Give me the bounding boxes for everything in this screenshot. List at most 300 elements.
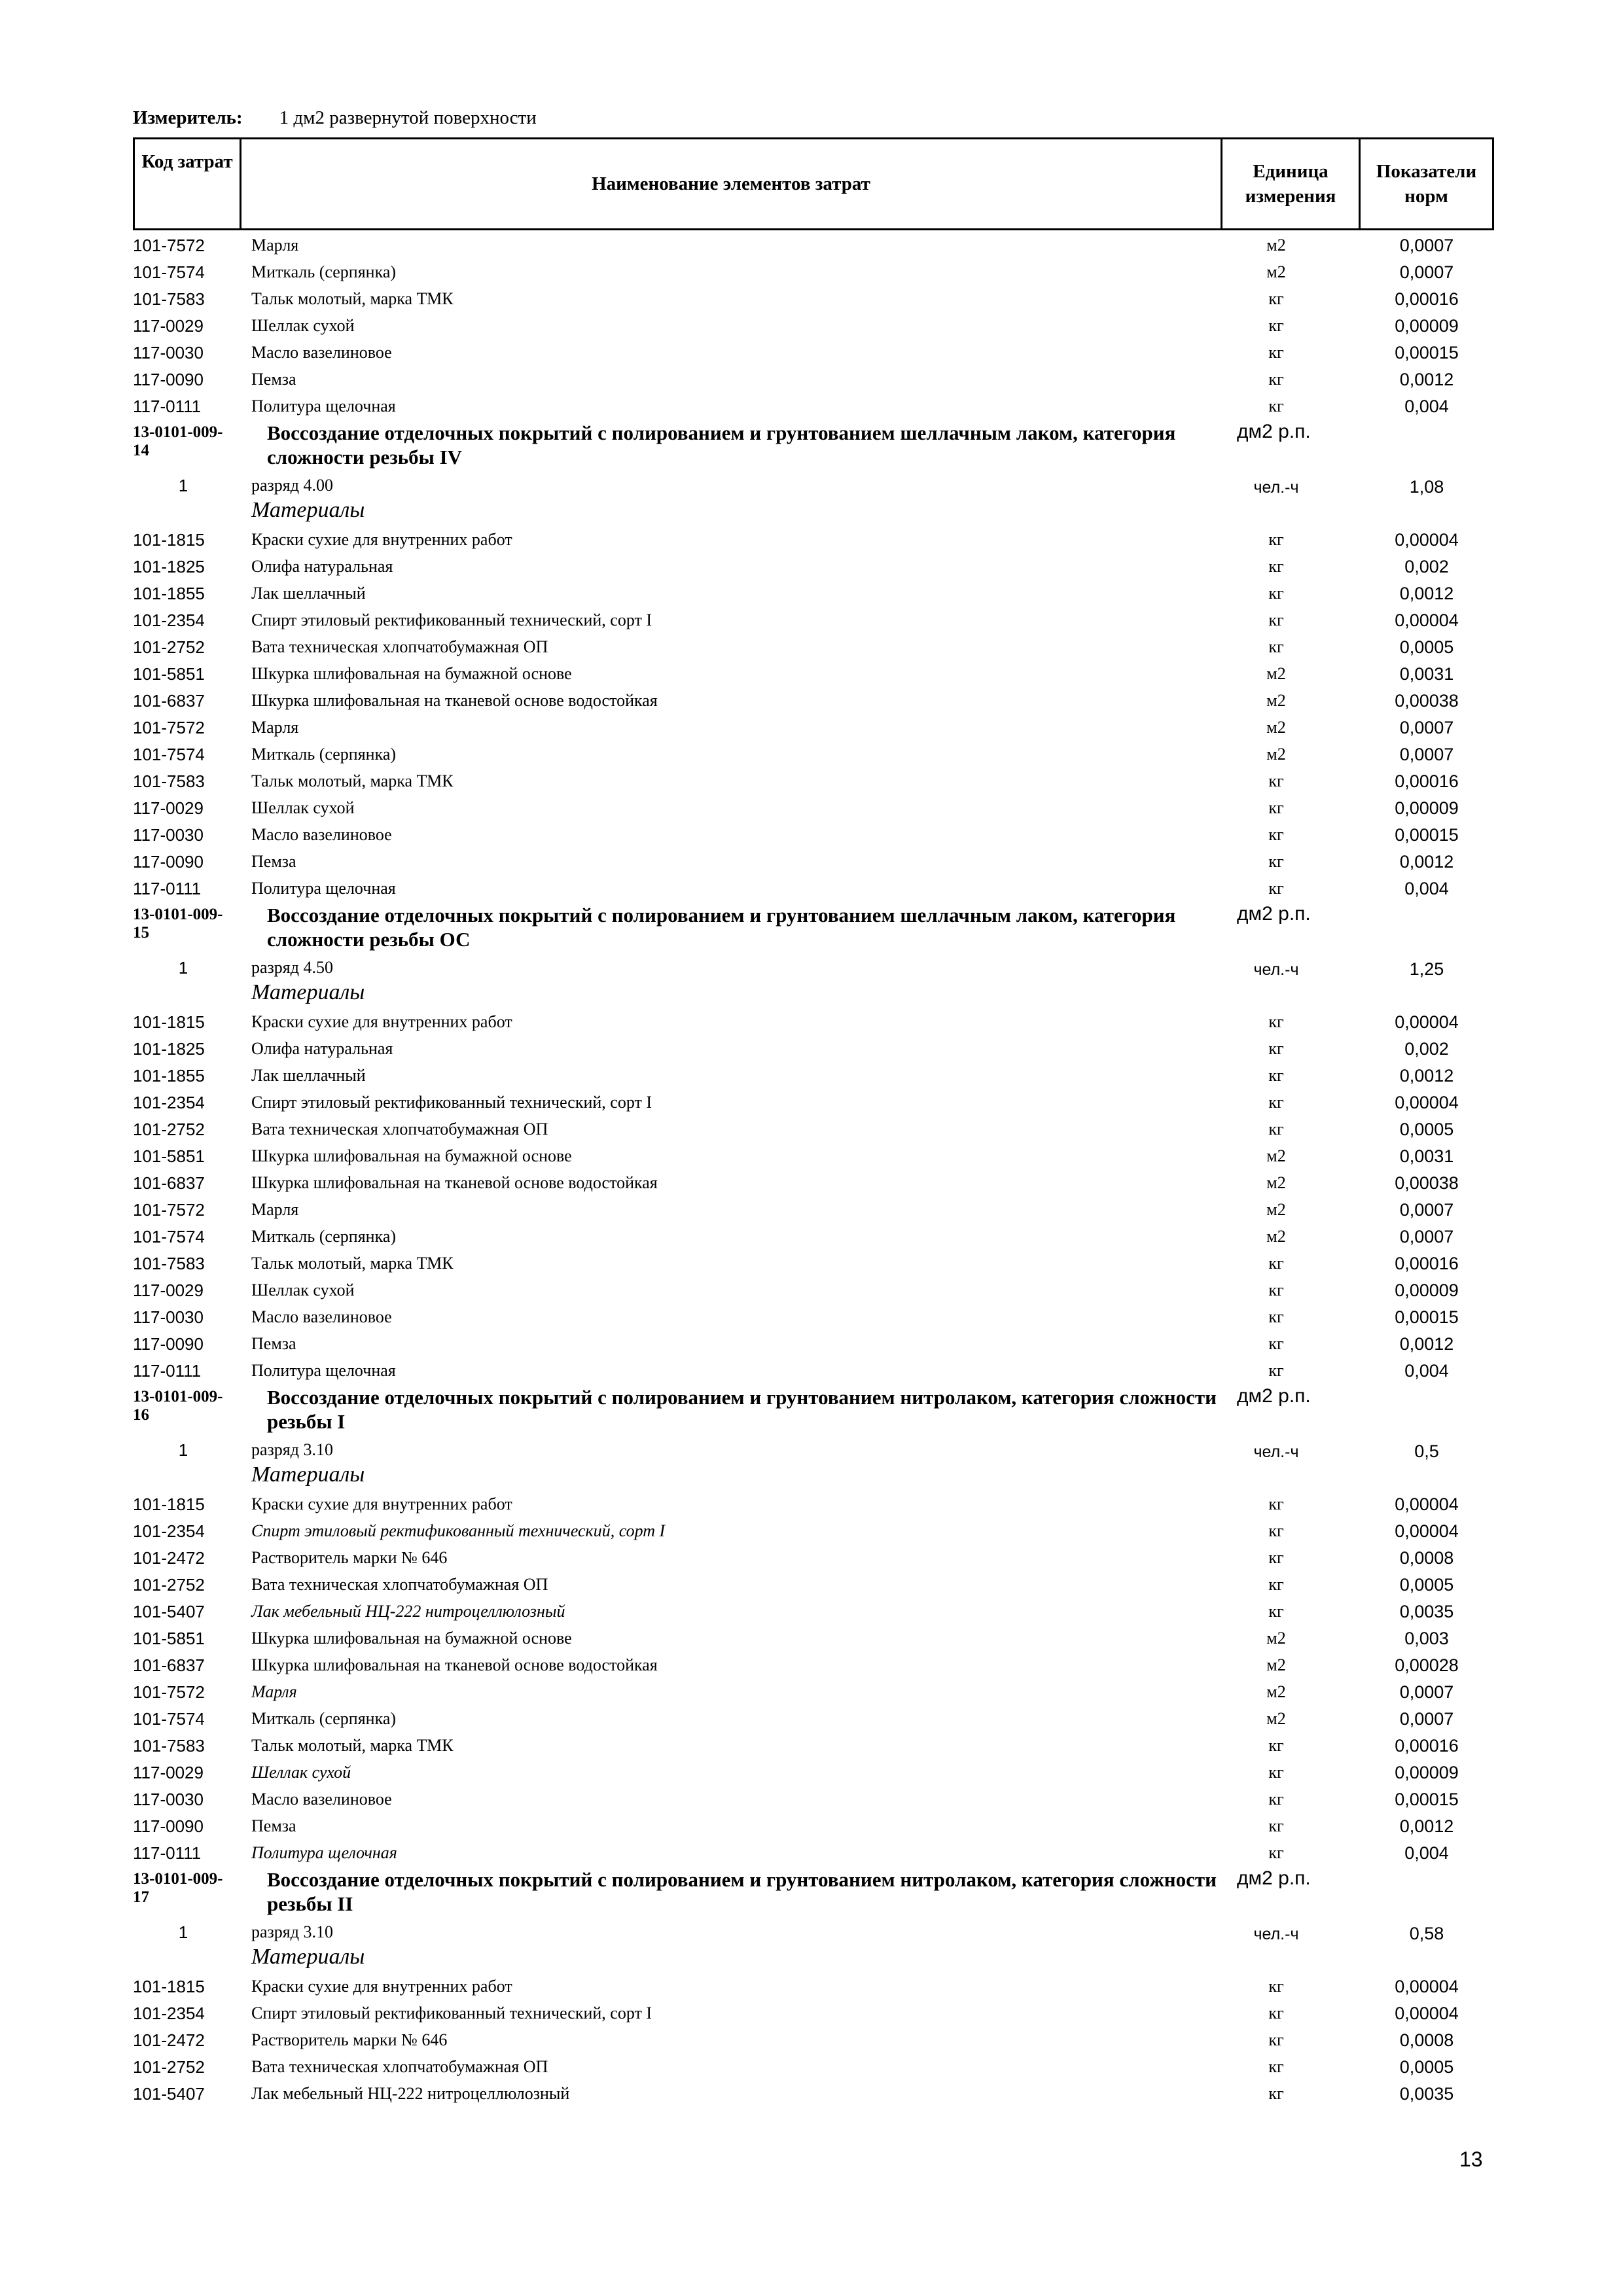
cost-code: 117-0030 [133, 825, 204, 845]
element-name: Масло вазелиновое [251, 1307, 392, 1326]
unit-of-measure: дм2 р.п. [1237, 1385, 1311, 1407]
meter-label: Измеритель: [133, 107, 243, 128]
norm-value: 0,00004 [1395, 530, 1459, 550]
norm-value: 0,0007 [1399, 262, 1454, 282]
norm-value: 0,0005 [1399, 1120, 1454, 1139]
element-name: Миткаль (серпянка) [251, 262, 397, 281]
cost-code: 101-1855 [133, 584, 205, 603]
table-row [0, 1275, 1623, 1302]
table-row [0, 1971, 1623, 1998]
cost-code: 101-7583 [133, 1254, 205, 1273]
table-row [0, 1195, 1623, 1222]
cost-code: 117-0030 [133, 343, 204, 362]
element-name: Политура щелочная [251, 879, 396, 898]
unit-of-measure: чел.-ч [1253, 961, 1299, 979]
unit-of-measure: м2 [1266, 718, 1286, 737]
measure-unit-line [133, 107, 537, 129]
element-name: Спирт этиловый ректификованный технический, сорт I [251, 1521, 666, 1540]
cost-code: 101-2752 [133, 2057, 205, 2077]
cost-code: 117-0030 [133, 1307, 204, 1327]
norm-value: 0,0005 [1399, 2057, 1454, 2077]
element-name: Тальк молотый, марка ТМК [251, 1254, 454, 1273]
norm-value: 0,5 [1414, 1441, 1439, 1461]
norm-value: 0,0007 [1399, 718, 1454, 737]
norm-value: 0,00009 [1395, 1280, 1459, 1300]
unit-of-measure: кг [1268, 289, 1284, 308]
table-row [0, 1784, 1623, 1811]
norm-value: 0,00016 [1395, 289, 1459, 309]
unit-of-measure: м2 [1266, 1200, 1286, 1219]
table-row [0, 1998, 1623, 2025]
cost-code: 117-0111 [133, 1361, 202, 1381]
unit-of-measure: м2 [1266, 691, 1286, 710]
norm-value: 0,003 [1404, 1629, 1449, 1648]
unit-of-measure: кг [1268, 2004, 1284, 2022]
element-name: Марля [251, 1200, 299, 1219]
table-row [0, 1757, 1623, 1784]
labor-rank-row [0, 1432, 1623, 1462]
unit-of-measure: м2 [1266, 262, 1286, 281]
norm-value: 0,0007 [1399, 236, 1454, 255]
cost-code: 101-6837 [133, 691, 205, 711]
unit-of-measure: кг [1268, 1736, 1284, 1755]
table-row [0, 1489, 1623, 1516]
norm-value: 0,004 [1404, 1843, 1449, 1863]
cost-code: 101-5407 [133, 2084, 205, 2104]
unit-of-measure: кг [1268, 397, 1284, 415]
work-row [0, 900, 1623, 950]
table-row [0, 1704, 1623, 1731]
element-name: Спирт этиловый ректификованный технический, сорт I [251, 1093, 652, 1112]
work-row [0, 418, 1623, 468]
element-name: Тальк молотый, марка ТМК [251, 289, 454, 308]
unit-of-measure: чел.-ч [1253, 1925, 1299, 1943]
norm-value: 0,002 [1404, 557, 1449, 576]
element-name: Масло вазелиновое [251, 1790, 392, 1809]
element-name: Пемза [251, 1334, 296, 1353]
table-row [0, 257, 1623, 284]
norm-value: 0,0012 [1399, 370, 1454, 389]
element-name: Олифа натуральная [251, 1039, 393, 1058]
norm-value: 0,00004 [1395, 1494, 1459, 1514]
element-name: Олифа натуральная [251, 557, 393, 576]
cost-code: 117-0029 [133, 1280, 204, 1300]
element-name: Политура щелочная [251, 1843, 397, 1862]
element-name: Тальк молотый, марка ТМК [251, 771, 454, 790]
norm-value: 0,0012 [1399, 584, 1454, 603]
unit-of-measure: кг [1268, 1521, 1284, 1540]
table-row [0, 739, 1623, 766]
unit-of-measure: м2 [1266, 664, 1286, 683]
element-name: Политура щелочная [251, 1361, 396, 1380]
element-name: Шкурка шлифовальная на бумажной основе [251, 1146, 572, 1165]
cost-code: 101-5407 [133, 1602, 205, 1621]
work-row [0, 1865, 1623, 1915]
unit-of-measure: кг [1268, 1039, 1284, 1058]
table-row [0, 1007, 1623, 1034]
cost-code: 101-2752 [133, 1120, 205, 1139]
unit-of-measure: кг [1268, 1012, 1284, 1031]
unit-of-measure: кг [1268, 557, 1284, 576]
norm-value: 0,00015 [1395, 343, 1459, 362]
unit-of-measure: кг [1268, 1254, 1284, 1273]
cost-code: 117-0111 [133, 397, 202, 416]
table-row [0, 1302, 1623, 1329]
unit-of-measure: кг [1268, 1977, 1284, 1996]
cost-code: 13-0101-009-15 [133, 906, 223, 942]
unit-of-measure: кг [1268, 1093, 1284, 1112]
table-row [0, 820, 1623, 847]
cost-code: 101-1825 [133, 557, 205, 576]
element-name: Марля [251, 236, 299, 255]
cost-code: 101-6837 [133, 1173, 205, 1193]
norm-value: 0,00004 [1395, 1012, 1459, 1032]
table-row [0, 686, 1623, 713]
element-name: Лак шеллачный [251, 584, 366, 603]
table-row [0, 1731, 1623, 1757]
cost-code: 101-2354 [133, 610, 205, 630]
meter-value: 1 дм2 развернутой поверхности [279, 107, 537, 128]
cost-code: 101-2752 [133, 1575, 205, 1595]
cost-code: 101-7574 [133, 262, 205, 282]
element-name: Шеллак сухой [251, 1280, 355, 1299]
cost-code: 101-2472 [133, 1548, 205, 1568]
unit-of-measure: кг [1268, 370, 1284, 389]
norms-table-body [0, 230, 1623, 2106]
table-row [0, 713, 1623, 739]
element-name: Марля [251, 1682, 297, 1701]
element-name: разряд 3.10 [251, 1440, 333, 1459]
cost-code: 101-1815 [133, 1977, 205, 1996]
table-row [0, 338, 1623, 364]
unit-of-measure: кг [1268, 343, 1284, 362]
table-row [0, 552, 1623, 578]
norm-value: 0,0007 [1399, 745, 1454, 764]
labor-rank-row [0, 950, 1623, 980]
unit-of-measure: кг [1268, 852, 1284, 871]
element-name: Материалы [251, 498, 365, 522]
unit-of-measure: м2 [1266, 1709, 1286, 1728]
unit-of-measure: кг [1268, 637, 1284, 656]
cost-code: 13-0101-009-16 [133, 1388, 223, 1424]
unit-of-measure: кг [1268, 771, 1284, 790]
table-row [0, 2079, 1623, 2106]
table-row [0, 632, 1623, 659]
table-row [0, 1597, 1623, 1623]
unit-of-measure: кг [1268, 798, 1284, 817]
norm-value: 0,0035 [1399, 1602, 1454, 1621]
element-name: Материалы [251, 980, 365, 1004]
table-row [0, 1168, 1623, 1195]
work-row [0, 1383, 1623, 1432]
cost-code: 101-1815 [133, 1012, 205, 1032]
norm-value: 1,08 [1409, 477, 1444, 497]
unit-of-measure: кг [1268, 1307, 1284, 1326]
cost-code: 101-7572 [133, 718, 205, 737]
materials-heading [0, 498, 1623, 525]
table-row [0, 1677, 1623, 1704]
cost-code: 117-0111 [133, 879, 202, 898]
element-name: Шкурка шлифовальная на тканевой основе водостойкая [251, 1173, 658, 1192]
element-name: Политура щелочная [251, 397, 396, 415]
unit-of-measure: кг [1268, 610, 1284, 629]
unit-of-measure: кг [1268, 584, 1284, 603]
cost-code: 101-2354 [133, 2004, 205, 2023]
element-name: Растворитель марки № 646 [251, 1548, 448, 1567]
element-name: Миткаль (серпянка) [251, 745, 397, 764]
unit-of-measure: кг [1268, 1066, 1284, 1085]
cost-code: 101-1815 [133, 530, 205, 550]
norm-value: 0,00009 [1395, 316, 1459, 336]
cost-code: 117-0111 [133, 1843, 202, 1863]
norm-value: 0,00004 [1395, 2004, 1459, 2023]
table-header [133, 137, 1494, 230]
norm-value: 0,00009 [1395, 798, 1459, 818]
element-name: разряд 4.00 [251, 476, 333, 495]
unit-of-measure: кг [1268, 1816, 1284, 1835]
unit-of-measure: дм2 р.п. [1237, 1867, 1311, 1889]
norm-value: 0,00028 [1395, 1655, 1459, 1675]
table-row [0, 364, 1623, 391]
cost-code: 101-2752 [133, 637, 205, 657]
table-row [0, 1248, 1623, 1275]
cost-code: 101-7583 [133, 289, 205, 309]
table-row [0, 525, 1623, 552]
norm-value: 0,0035 [1399, 2084, 1454, 2104]
table-row [0, 230, 1623, 257]
cost-code: 101-7572 [133, 236, 205, 255]
cost-code: 1 [178, 1922, 188, 1942]
unit-of-measure: чел.-ч [1253, 478, 1299, 497]
norm-value: 0,58 [1409, 1924, 1444, 1943]
cost-code: 117-0090 [133, 1816, 204, 1836]
table-row [0, 1141, 1623, 1168]
column-header-name: Наименование элементов затрат [241, 139, 1222, 228]
element-name: Лак мебельный НЦ-222 нитроцеллюлозный [251, 1602, 565, 1621]
table-row [0, 2025, 1623, 2052]
element-name: Пемза [251, 1816, 296, 1835]
column-header-unit: Единица измерения [1222, 139, 1361, 228]
norm-value: 0,00015 [1395, 1307, 1459, 1327]
table-row [0, 1838, 1623, 1865]
norm-value: 0,00015 [1395, 825, 1459, 845]
norm-value: 0,0012 [1399, 852, 1454, 872]
table-row [0, 1811, 1623, 1838]
element-name: Растворитель марки № 646 [251, 2030, 448, 2049]
unit-of-measure: дм2 р.п. [1237, 903, 1311, 925]
table-row [0, 1329, 1623, 1356]
element-name: Вата техническая хлопчатобумажная ОП [251, 1575, 548, 1594]
cost-code: 13-0101-009-14 [133, 423, 223, 459]
norm-value: 0,0031 [1399, 1146, 1454, 1166]
norm-value: 0,00004 [1395, 1977, 1459, 1996]
unit-of-measure: кг [1268, 2084, 1284, 2103]
cost-code: 117-0029 [133, 1763, 204, 1782]
norm-value: 0,00016 [1395, 771, 1459, 791]
page-number: 13 [1459, 2147, 1483, 2171]
table-row [0, 605, 1623, 632]
norm-value: 0,0012 [1399, 1066, 1454, 1086]
norm-value: 0,0012 [1399, 1334, 1454, 1354]
unit-of-measure: кг [1268, 2030, 1284, 2049]
element-name: Краски сухие для внутренних работ [251, 1494, 512, 1513]
norm-value: 0,0007 [1399, 1682, 1454, 1702]
cost-code: 101-2354 [133, 1093, 205, 1112]
norm-value: 1,25 [1409, 959, 1444, 979]
unit-of-measure: чел.-ч [1253, 1443, 1299, 1461]
element-name: Шкурка шлифовальная на бумажной основе [251, 1629, 572, 1648]
cost-code: 101-1855 [133, 1066, 205, 1086]
column-header-value: Показатели норм [1376, 161, 1477, 207]
materials-heading [0, 980, 1623, 1007]
unit-of-measure: м2 [1266, 1682, 1286, 1701]
unit-of-measure: кг [1268, 316, 1284, 335]
unit-of-measure: кг [1268, 2057, 1284, 2076]
norm-value: 0,00004 [1395, 610, 1459, 630]
table-row [0, 1543, 1623, 1570]
element-name: Шкурка шлифовальная на тканевой основе водостойкая [251, 691, 658, 710]
norm-value: 0,0007 [1399, 1227, 1454, 1246]
element-name: Краски сухие для внутренних работ [251, 530, 512, 549]
unit-of-measure: м2 [1266, 1629, 1286, 1648]
labor-rank-row [0, 468, 1623, 498]
unit-of-measure: м2 [1266, 236, 1286, 255]
table-row [0, 659, 1623, 686]
element-name: Шкурка шлифовальная на бумажной основе [251, 664, 572, 683]
element-name: Краски сухие для внутренних работ [251, 1012, 512, 1031]
cost-code: 101-7572 [133, 1682, 205, 1702]
norm-value: 0,00016 [1395, 1736, 1459, 1756]
element-name: Вата техническая хлопчатобумажная ОП [251, 2057, 548, 2076]
element-name: Марля [251, 718, 299, 737]
element-name: Материалы [251, 1462, 365, 1487]
unit-of-measure: дм2 р.п. [1237, 421, 1311, 442]
norm-value: 0,004 [1404, 879, 1449, 898]
element-name: Вата техническая хлопчатобумажная ОП [251, 1120, 548, 1139]
cost-code: 101-1825 [133, 1039, 205, 1059]
unit-of-measure: м2 [1266, 1173, 1286, 1192]
cost-code: 13-0101-009-17 [133, 1870, 223, 1906]
norm-value: 0,00009 [1395, 1763, 1459, 1782]
element-name: Пемза [251, 370, 296, 389]
norm-value: 0,00015 [1395, 1790, 1459, 1809]
table-row [0, 1516, 1623, 1543]
cost-code: 117-0090 [133, 370, 204, 389]
element-name: Миткаль (серпянка) [251, 1709, 397, 1728]
table-row [0, 1034, 1623, 1061]
table-row [0, 1087, 1623, 1114]
table-row [0, 874, 1623, 900]
element-name: Спирт этиловый ректификованный технический, сорт I [251, 2004, 652, 2022]
unit-of-measure: кг [1268, 1790, 1284, 1809]
unit-of-measure: м2 [1266, 745, 1286, 764]
norm-value: 0,0007 [1399, 1200, 1454, 1220]
unit-of-measure: кг [1268, 1843, 1284, 1862]
element-name: Шеллак сухой [251, 1763, 351, 1782]
table-row [0, 311, 1623, 338]
norm-value: 0,0008 [1399, 2030, 1454, 2050]
cost-code: 101-5851 [133, 1146, 205, 1166]
table-row [0, 1061, 1623, 1087]
labor-rank-row [0, 1915, 1623, 1945]
unit-of-measure: кг [1268, 1575, 1284, 1594]
table-row [0, 391, 1623, 418]
unit-of-measure: кг [1268, 1494, 1284, 1513]
table-row [0, 1570, 1623, 1597]
norm-value: 0,0005 [1399, 637, 1454, 657]
cost-code: 117-0029 [133, 316, 204, 336]
unit-of-measure: кг [1268, 1548, 1284, 1567]
cost-code: 117-0090 [133, 852, 204, 872]
element-name: Тальк молотый, марка ТМК [251, 1736, 454, 1755]
cost-code: 101-2354 [133, 1521, 205, 1541]
materials-heading [0, 1945, 1623, 1971]
cost-code: 117-0090 [133, 1334, 204, 1354]
norm-value: 0,00004 [1395, 1093, 1459, 1112]
unit-of-measure: кг [1268, 879, 1284, 898]
unit-of-measure: кг [1268, 825, 1284, 844]
element-name: Шкурка шлифовальная на тканевой основе водостойкая [251, 1655, 658, 1674]
norm-value: 0,00016 [1395, 1254, 1459, 1273]
element-name: разряд 3.10 [251, 1922, 333, 1941]
norm-value: 0,00038 [1395, 1173, 1459, 1193]
element-name: Шеллак сухой [251, 798, 355, 817]
cost-code: 101-1815 [133, 1494, 205, 1514]
norm-value: 0,004 [1404, 1361, 1449, 1381]
cost-code: 101-7572 [133, 1200, 205, 1220]
element-name: Воссоздание отделочных покрытий с полированием и грунтованием нитролаком, категория сложности резьбы I [267, 1386, 1217, 1433]
cost-code: 101-6837 [133, 1655, 205, 1675]
norm-value: 0,0007 [1399, 1709, 1454, 1729]
norm-value: 0,0005 [1399, 1575, 1454, 1595]
unit-of-measure: м2 [1266, 1227, 1286, 1246]
table-row [0, 793, 1623, 820]
cost-code: 117-0030 [133, 1790, 204, 1809]
unit-of-measure: кг [1268, 1763, 1284, 1782]
table-row [0, 1222, 1623, 1248]
table-row [0, 1114, 1623, 1141]
norm-value: 0,004 [1404, 397, 1449, 416]
table-row [0, 1356, 1623, 1383]
unit-of-measure: кг [1268, 1602, 1284, 1621]
unit-of-measure: м2 [1266, 1146, 1286, 1165]
unit-of-measure: кг [1268, 1361, 1284, 1380]
norm-value: 0,0012 [1399, 1816, 1454, 1836]
cost-code: 101-2472 [133, 2030, 205, 2050]
element-name: Миткаль (серпянка) [251, 1227, 397, 1246]
element-name: Воссоздание отделочных покрытий с полированием и грунтованием шеллачным лаком, категория сложности резьбы ОС [267, 904, 1176, 951]
element-name: Масло вазелиновое [251, 825, 392, 844]
unit-of-measure: кг [1268, 1280, 1284, 1299]
cost-code: 101-7583 [133, 771, 205, 791]
table-row [0, 847, 1623, 874]
unit-of-measure: кг [1268, 1334, 1284, 1353]
table-row [0, 1623, 1623, 1650]
materials-heading [0, 1462, 1623, 1489]
table-row [0, 766, 1623, 793]
element-name: Пемза [251, 852, 296, 871]
cost-code: 101-7574 [133, 1227, 205, 1246]
cost-code: 117-0029 [133, 798, 204, 818]
element-name: Шеллак сухой [251, 316, 355, 335]
cost-code: 101-7583 [133, 1736, 205, 1756]
norm-value: 0,00004 [1395, 1521, 1459, 1541]
column-header-code: Код затрат [135, 139, 241, 228]
unit-of-measure: кг [1268, 530, 1284, 549]
element-name: Лак мебельный НЦ-222 нитроцеллюлозный [251, 2084, 570, 2103]
norm-value: 0,00038 [1395, 691, 1459, 711]
cost-code: 1 [178, 958, 188, 978]
